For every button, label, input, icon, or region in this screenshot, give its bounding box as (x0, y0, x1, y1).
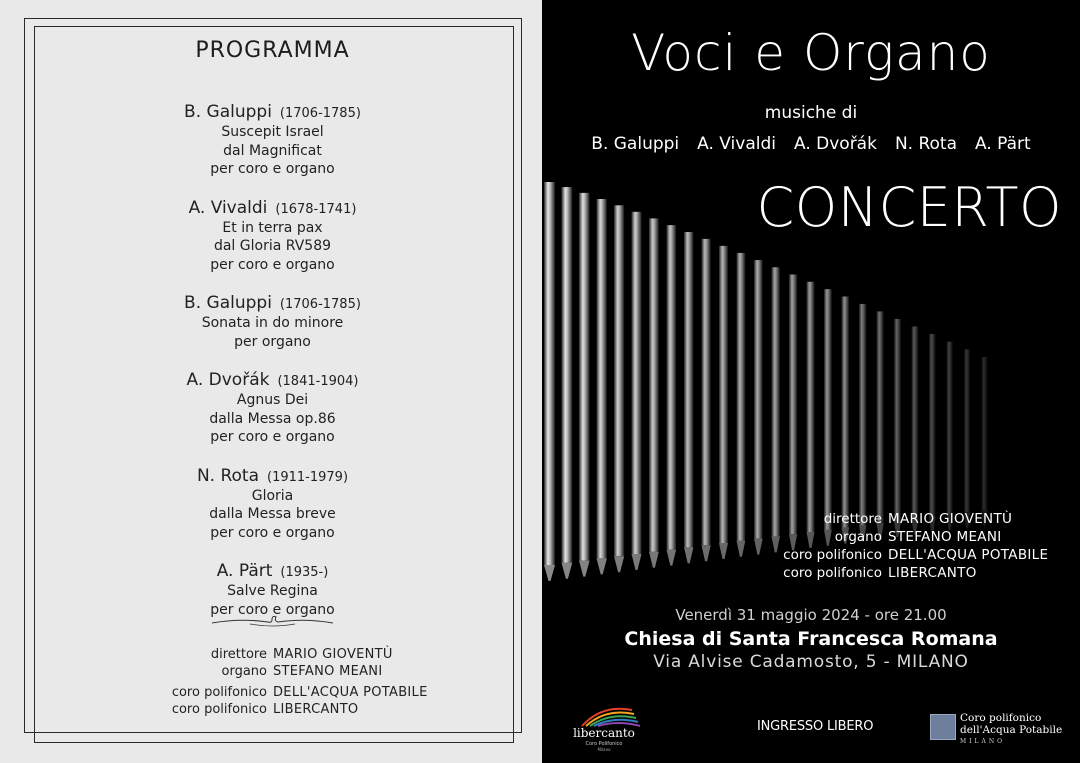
piece-composer-dates: (1678-1741) (275, 201, 357, 217)
concerto-headline: CONCERTO (756, 176, 1062, 239)
event-venue: Chiesa di Santa Francesca Romana (624, 628, 998, 650)
credit-name: DELL'ACQUA POTABILE (273, 685, 428, 700)
acqua-logo-text (960, 712, 1062, 748)
piece-composer: A. Vivaldi (188, 197, 268, 218)
poster-composer: A. Pärt (975, 134, 1031, 154)
piece-detail-line: dalla Messa breve (209, 506, 336, 522)
piece-detail-line: Agnus Dei (236, 392, 309, 408)
credit-row (0, 663, 393, 680)
piece-detail-line: Gloria (251, 487, 294, 504)
piece-heading (0, 197, 545, 219)
piece-detail-line: dal Gloria RV589 (213, 238, 332, 254)
composers-list (542, 134, 1080, 154)
piece-composer-dates: (1935-) (280, 565, 329, 580)
piece-detail-line: per coro e organo (210, 429, 335, 445)
piece-heading (0, 369, 545, 391)
piece-detail-line: Salve Regina (227, 583, 318, 599)
credit-row (542, 564, 1048, 582)
poster-panel (542, 0, 1080, 763)
credit-role: direttore (210, 647, 267, 662)
credit-role: organo (221, 664, 267, 679)
credit-row (542, 528, 1048, 546)
piece-heading (0, 465, 545, 487)
piece-heading (0, 560, 545, 582)
credit-name: STEFANO MEANI (273, 664, 383, 679)
credit-role: coro polifonico (783, 565, 882, 581)
program-piece (0, 292, 545, 351)
credit-role: direttore (823, 511, 882, 527)
program-piece (0, 465, 545, 543)
program-credits-choirs (0, 684, 428, 718)
piece-detail-line: Suscepit Israel (221, 124, 324, 140)
piece-composer: B. Galuppi (184, 293, 272, 313)
acqua-logo-line2: dell'Acqua Potabile (960, 724, 1063, 736)
libercanto-logo (562, 702, 646, 752)
poster-title: Voci e Organo (631, 24, 991, 82)
credit-role: coro polifonico (783, 547, 882, 563)
program-piece (0, 197, 545, 275)
credit-role: coro polifonico (171, 702, 267, 717)
credit-row (0, 684, 428, 701)
libercanto-logo-name: libercanto (573, 726, 635, 740)
free-entry-label: INGRESSO LIBERO (757, 719, 874, 734)
musiche-di-label: musiche di (764, 103, 858, 123)
program-pieces (0, 101, 545, 637)
piece-composer-dates: (1706-1785) (279, 297, 361, 312)
piece-composer: A. Pärt (216, 561, 273, 581)
choir-badge-icon (930, 714, 956, 740)
acqua-potabile-logo (930, 712, 1075, 748)
piece-detail-line: dalla Messa op.86 (209, 410, 336, 427)
acqua-logo-line1: Coro polifonico (960, 712, 1042, 724)
credit-name: DELL'ACQUA POTABILE (888, 547, 1049, 563)
piece-detail-line: Sonata in do minore (201, 315, 344, 331)
credit-name: LIBERCANTO (888, 565, 977, 581)
piece-composer-dates: (1911-1979) (267, 469, 349, 485)
piece-detail-line: per coro e organo (210, 256, 335, 273)
piece-composer: N. Rota (196, 465, 260, 486)
piece-heading (0, 101, 545, 123)
poster-composer: A. Dvořák (794, 134, 877, 154)
piece-composer-dates: (1841-1904) (277, 374, 359, 389)
event-address: Via Alvise Cadamosto, 5 - MILANO (653, 652, 969, 672)
credit-name: LIBERCANTO (273, 702, 359, 717)
credit-row (542, 510, 1048, 528)
piece-composer-dates: (1706-1785) (279, 106, 361, 121)
event-date-time: Venerdì 31 maggio 2024 - ore 21.00 (675, 606, 947, 624)
poster-composer: B. Galuppi (591, 134, 680, 154)
credit-row (542, 546, 1048, 564)
libercanto-logo-city: Milano (597, 747, 611, 752)
poster-composer: N. Rota (894, 134, 958, 154)
program-piece (0, 560, 545, 619)
poster-composer: A. Vivaldi (697, 134, 776, 154)
credit-role: organo (834, 529, 882, 545)
poster-credits (542, 510, 1048, 582)
credit-row (0, 701, 428, 718)
program-piece (0, 369, 545, 447)
credit-role: coro polifonico (171, 685, 267, 700)
acqua-logo-city: MILANO (960, 738, 1005, 745)
piece-composer: A. Dvořák (186, 370, 270, 390)
piece-detail-line: per coro e organo (210, 524, 335, 541)
libercanto-logo-subtitle: Coro Polifonico (585, 741, 623, 747)
credit-name: STEFANO MEANI (888, 529, 1002, 545)
piece-detail-line: per coro e organo (210, 601, 335, 618)
piece-detail-line: per organo (234, 333, 311, 350)
piece-detail-line: dal Magnificat (223, 142, 322, 159)
credit-row (0, 646, 393, 663)
credit-name: MARIO GIOVENTÙ (273, 647, 393, 662)
piece-detail-line: per coro e organo (210, 161, 335, 177)
piece-detail-line: Et in terra pax (222, 219, 323, 236)
piece-composer: B. Galuppi (184, 102, 272, 122)
program-title: PROGRAMMA (195, 38, 350, 63)
divider-ornament-icon (210, 612, 335, 630)
program-credits-conductors (0, 646, 393, 680)
program-piece (0, 101, 545, 179)
credit-name: MARIO GIOVENTÙ (888, 511, 1013, 527)
piece-heading (0, 292, 545, 314)
